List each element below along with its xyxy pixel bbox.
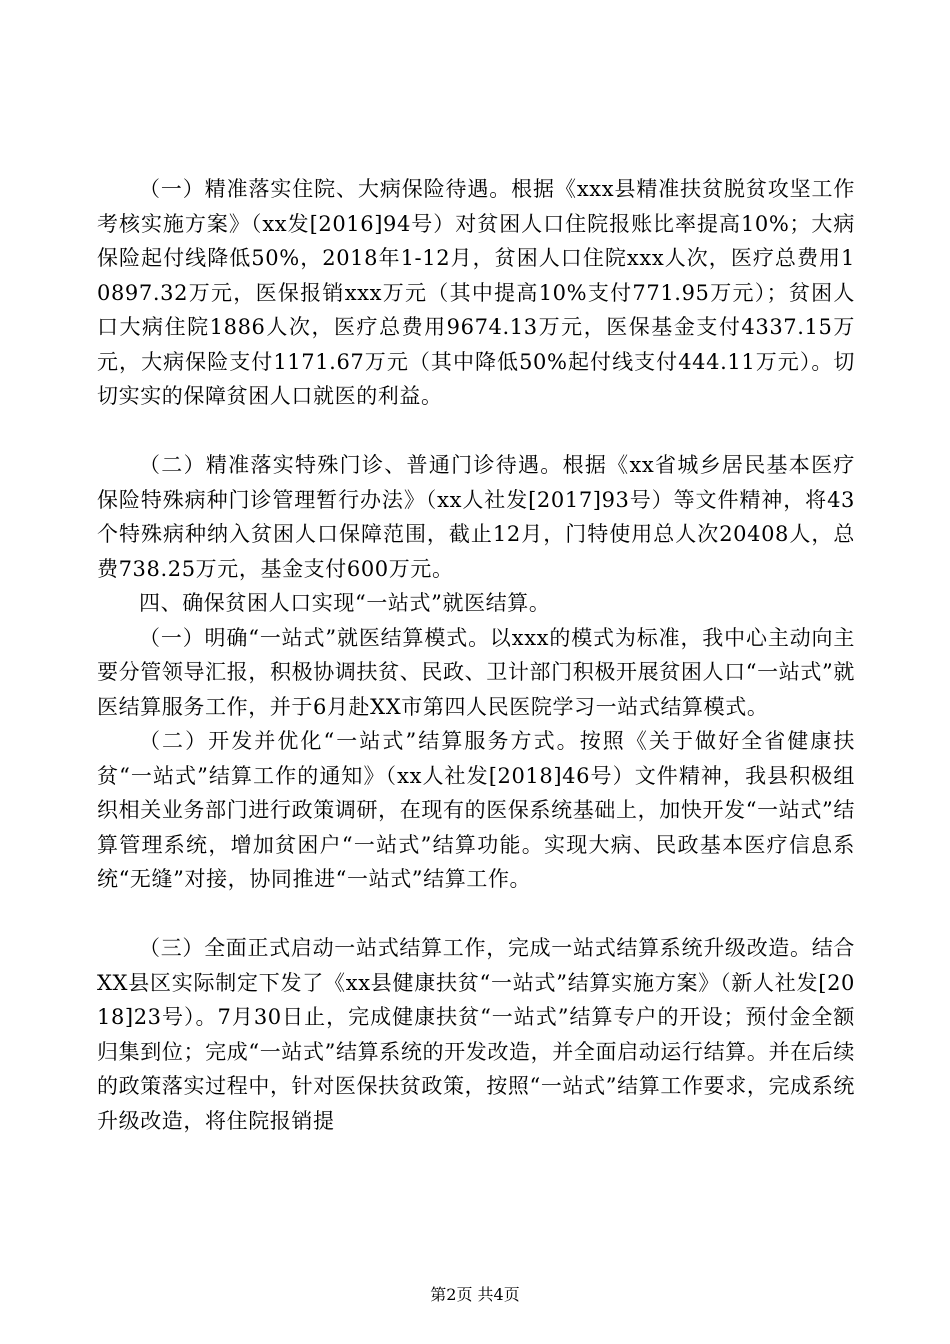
page-footer: 第2页 共4页 xyxy=(430,1285,520,1304)
paragraph-outpatient-benefits: （二）精准落实特殊门诊、普通门诊待遇。根据《xx省城乡居民基本医疗保险特殊病种门诊管理暂行办法》（xx人社发[2017]93号）等文件精神，将43个特殊病种纳入贫困人口保障范围，截止12月，门特使用总人次20408人，总费738.25万元，基金支付600万元。 xyxy=(97,453,855,581)
section-heading-one-stop-settlement: 四、确保贫困人口实现“一站式”就医结算。 xyxy=(139,591,551,615)
paragraph-settlement-launch: （三）全面正式启动一站式结算工作，完成一站式结算系统升级改造。结合XX县区实际制定下发了《xx县健康扶贫“一站式”结算实施方案》（新人社发[2018]23号）。7月30日止，完成健康扶贫“一站式”结算专户的开设；预付金全额归集到位；完成“一站式”结算系统的开发改造，并全面启动运行结算。并在后续的政策落实过程中，针对医保扶贫政策，按照“一站式”结算工作要求，完成系统升级改造，将住院报销提 xyxy=(97,936,855,1133)
paragraph-hospitalization-benefits: （一）精准落实住院、大病保险待遇。根据《xxx县精准扶贫脱贫攻坚工作考核实施方案》（xx发[2016]94号）对贫困人口住院报账比率提高10%；大病保险起付线降低50%，2018年1-12月，贫困人口住院xxx人次，医疗总费用10897.32万元，医保报销xxx万元（其中提高10%支付771.95万元）；贫困人口大病住院1886人次，医疗总费用9674.13万元，医保基金支付4337.15万元，大病保险支付1171.67万元（其中降低50%起付线支付444.11万元）。切切实实的保障贫困人口就医的利益。 xyxy=(97,177,855,408)
paragraph-settlement-service: （二）开发并优化“一站式”结算服务方式。按照《关于做好全省健康扶贫“一站式”结算工作的通知》（xx人社发[2018]46号）文件精神，我县积极组织相关业务部门进行政策调研，在现有的医保系统基础上，加快开发“一站式”结算管理系统，增加贫困户“一站式”结算功能。实现大病、民政基本医疗信息系统“无缝”对接，协同推进“一站式”结算工作。 xyxy=(97,729,855,891)
document-body xyxy=(97,172,855,1138)
paragraph-settlement-mode: （一）明确“一站式”就医结算模式。以xxx的模式为标准，我中心主动向主要分管领导汇报，积极协调扶贫、民政、卫计部门积极开展贫困人口“一站式”就医结算服务工作，并于6月赴XX市第四人民医院学习一站式结算模式。 xyxy=(97,625,855,719)
